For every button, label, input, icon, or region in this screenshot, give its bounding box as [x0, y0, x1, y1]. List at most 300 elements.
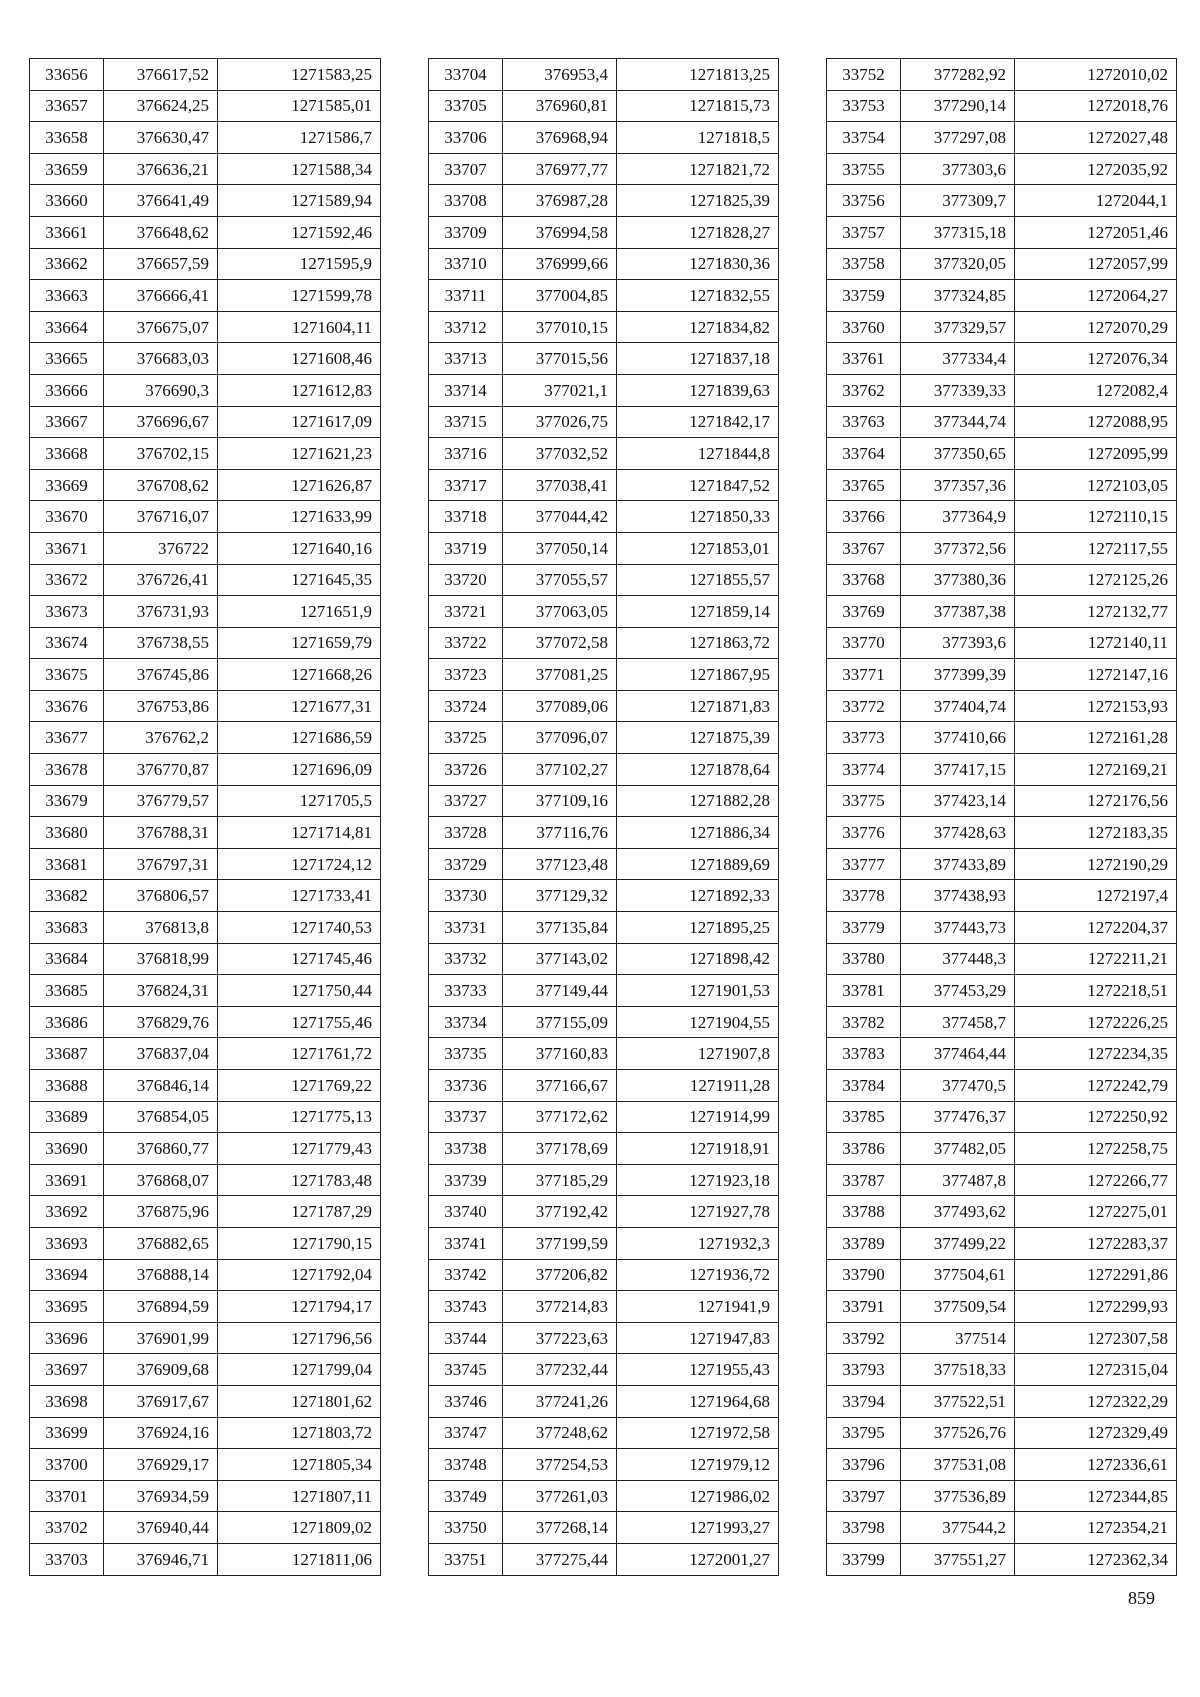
y-coordinate-cell: 1272234,35	[1015, 1038, 1177, 1070]
y-coordinate-cell: 1272064,27	[1015, 280, 1177, 312]
point-number-cell: 33700	[30, 1449, 104, 1481]
point-number-cell: 33766	[827, 501, 901, 533]
table-row	[827, 690, 1177, 722]
y-coordinate-cell: 1271830,36	[617, 248, 779, 280]
x-coordinate-cell: 376666,41	[104, 280, 218, 312]
x-coordinate-cell: 376731,93	[104, 596, 218, 628]
table-row	[429, 1543, 779, 1575]
table-row	[30, 59, 381, 91]
x-coordinate-cell: 376901,99	[104, 1322, 218, 1354]
point-number-cell: 33678	[30, 754, 104, 786]
point-number-cell: 33669	[30, 469, 104, 501]
y-coordinate-cell: 1271583,25	[218, 59, 381, 91]
point-number-cell: 33790	[827, 1259, 901, 1291]
x-coordinate-cell: 377199,59	[503, 1227, 617, 1259]
point-number-cell: 33660	[30, 185, 104, 217]
x-coordinate-cell: 377438,93	[901, 880, 1015, 912]
point-number-cell: 33704	[429, 59, 503, 91]
point-number-cell: 33760	[827, 311, 901, 343]
table-row	[827, 880, 1177, 912]
y-coordinate-cell: 1272190,29	[1015, 848, 1177, 880]
table-row	[429, 690, 779, 722]
y-coordinate-cell: 1272132,77	[1015, 596, 1177, 628]
point-number-cell: 33705	[429, 90, 503, 122]
point-number-cell: 33764	[827, 438, 901, 470]
table-row	[429, 1070, 779, 1102]
y-coordinate-cell: 1272336,61	[1015, 1449, 1177, 1481]
table-row	[30, 1038, 381, 1070]
x-coordinate-cell: 376968,94	[503, 122, 617, 154]
y-coordinate-cell: 1272153,93	[1015, 690, 1177, 722]
x-coordinate-cell: 376648,62	[104, 216, 218, 248]
y-coordinate-cell: 1271889,69	[617, 848, 779, 880]
y-coordinate-cell: 1272088,95	[1015, 406, 1177, 438]
y-coordinate-cell: 1271863,72	[617, 627, 779, 659]
point-number-cell: 33747	[429, 1417, 503, 1449]
table-row	[429, 848, 779, 880]
x-coordinate-cell: 376788,31	[104, 817, 218, 849]
point-number-cell: 33697	[30, 1354, 104, 1386]
x-coordinate-cell: 376837,04	[104, 1038, 218, 1070]
table-row	[827, 59, 1177, 91]
table-row	[30, 817, 381, 849]
table-row	[30, 785, 381, 817]
point-number-cell: 33720	[429, 564, 503, 596]
table-row	[827, 754, 1177, 786]
point-number-cell: 33780	[827, 943, 901, 975]
table-row	[30, 690, 381, 722]
x-coordinate-cell: 377417,15	[901, 754, 1015, 786]
y-coordinate-cell: 1271941,9	[617, 1291, 779, 1323]
point-number-cell: 33670	[30, 501, 104, 533]
x-coordinate-cell: 377404,74	[901, 690, 1015, 722]
y-coordinate-cell: 1271927,78	[617, 1196, 779, 1228]
point-number-cell: 33739	[429, 1164, 503, 1196]
table-row	[429, 248, 779, 280]
x-coordinate-cell: 377282,92	[901, 59, 1015, 91]
x-coordinate-cell: 377268,14	[503, 1512, 617, 1544]
y-coordinate-cell: 1271599,78	[218, 280, 381, 312]
point-number-cell: 33721	[429, 596, 503, 628]
table-row	[429, 1038, 779, 1070]
x-coordinate-cell: 376779,57	[104, 785, 218, 817]
x-coordinate-cell: 377509,54	[901, 1291, 1015, 1323]
table-row	[429, 817, 779, 849]
point-number-cell: 33753	[827, 90, 901, 122]
x-coordinate-cell: 377487,8	[901, 1164, 1015, 1196]
y-coordinate-cell: 1272070,29	[1015, 311, 1177, 343]
y-coordinate-cell: 1272204,37	[1015, 912, 1177, 944]
point-number-cell: 33732	[429, 943, 503, 975]
y-coordinate-cell: 1272082,4	[1015, 374, 1177, 406]
x-coordinate-cell: 377021,1	[503, 374, 617, 406]
point-number-cell: 33770	[827, 627, 901, 659]
x-coordinate-cell: 377160,83	[503, 1038, 617, 1070]
point-number-cell: 33702	[30, 1512, 104, 1544]
x-coordinate-cell: 377004,85	[503, 280, 617, 312]
y-coordinate-cell: 1272354,21	[1015, 1512, 1177, 1544]
point-number-cell: 33749	[429, 1480, 503, 1512]
x-coordinate-cell: 377149,44	[503, 975, 617, 1007]
x-coordinate-cell: 377339,33	[901, 374, 1015, 406]
x-coordinate-cell: 376683,03	[104, 343, 218, 375]
x-coordinate-cell: 376987,28	[503, 185, 617, 217]
x-coordinate-cell: 377254,53	[503, 1449, 617, 1481]
point-number-cell: 33681	[30, 848, 104, 880]
point-number-cell: 33765	[827, 469, 901, 501]
y-coordinate-cell: 1271972,58	[617, 1417, 779, 1449]
table-row	[827, 1038, 1177, 1070]
table-row	[30, 1133, 381, 1165]
table-row	[827, 216, 1177, 248]
table-row	[429, 59, 779, 91]
table-row	[30, 912, 381, 944]
x-coordinate-cell: 376770,87	[104, 754, 218, 786]
x-coordinate-cell: 377297,08	[901, 122, 1015, 154]
point-number-cell: 33791	[827, 1291, 901, 1323]
x-coordinate-cell: 376753,86	[104, 690, 218, 722]
y-coordinate-cell: 1271847,52	[617, 469, 779, 501]
point-number-cell: 33758	[827, 248, 901, 280]
y-coordinate-cell: 1271821,72	[617, 153, 779, 185]
point-number-cell: 33723	[429, 659, 503, 691]
y-coordinate-cell: 1271882,28	[617, 785, 779, 817]
x-coordinate-cell: 377448,3	[901, 943, 1015, 975]
point-number-cell: 33768	[827, 564, 901, 596]
point-number-cell: 33795	[827, 1417, 901, 1449]
table-row	[827, 280, 1177, 312]
point-number-cell: 33675	[30, 659, 104, 691]
point-number-cell: 33672	[30, 564, 104, 596]
x-coordinate-cell: 377044,42	[503, 501, 617, 533]
y-coordinate-cell: 1271850,33	[617, 501, 779, 533]
table-row	[827, 659, 1177, 691]
y-coordinate-cell: 1272076,34	[1015, 343, 1177, 375]
table-row	[827, 1543, 1177, 1575]
table-row	[429, 1291, 779, 1323]
y-coordinate-cell: 1271842,17	[617, 406, 779, 438]
table-row	[30, 122, 381, 154]
y-coordinate-cell: 1271589,94	[218, 185, 381, 217]
x-coordinate-cell: 377399,39	[901, 659, 1015, 691]
x-coordinate-cell: 377096,07	[503, 722, 617, 754]
x-coordinate-cell: 377116,76	[503, 817, 617, 849]
x-coordinate-cell: 377423,14	[901, 785, 1015, 817]
point-number-cell: 33794	[827, 1385, 901, 1417]
point-number-cell: 33727	[429, 785, 503, 817]
table-row	[429, 1354, 779, 1386]
y-coordinate-cell: 1272117,55	[1015, 532, 1177, 564]
y-coordinate-cell: 1271651,9	[218, 596, 381, 628]
point-number-cell: 33715	[429, 406, 503, 438]
point-number-cell: 33774	[827, 754, 901, 786]
y-coordinate-cell: 1271867,95	[617, 659, 779, 691]
table-row	[827, 627, 1177, 659]
table-row	[30, 406, 381, 438]
x-coordinate-cell: 377129,32	[503, 880, 617, 912]
point-number-cell: 33708	[429, 185, 503, 217]
point-number-cell: 33680	[30, 817, 104, 849]
x-coordinate-cell: 377135,84	[503, 912, 617, 944]
point-number-cell: 33666	[30, 374, 104, 406]
y-coordinate-cell: 1271914,99	[617, 1101, 779, 1133]
x-coordinate-cell: 376860,77	[104, 1133, 218, 1165]
x-coordinate-cell: 377329,57	[901, 311, 1015, 343]
x-coordinate-cell: 376617,52	[104, 59, 218, 91]
table-row	[30, 248, 381, 280]
x-coordinate-cell: 377493,62	[901, 1196, 1015, 1228]
y-coordinate-cell: 1271792,04	[218, 1259, 381, 1291]
y-coordinate-cell: 1271733,41	[218, 880, 381, 912]
x-coordinate-cell: 377428,63	[901, 817, 1015, 849]
y-coordinate-cell: 1271839,63	[617, 374, 779, 406]
table-row	[30, 880, 381, 912]
x-coordinate-cell: 377026,75	[503, 406, 617, 438]
x-coordinate-cell: 377172,62	[503, 1101, 617, 1133]
y-coordinate-cell: 1271844,8	[617, 438, 779, 470]
point-number-cell: 33734	[429, 1006, 503, 1038]
y-coordinate-cell: 1272140,11	[1015, 627, 1177, 659]
x-coordinate-cell: 377309,7	[901, 185, 1015, 217]
y-coordinate-cell: 1272344,85	[1015, 1480, 1177, 1512]
table-row	[827, 185, 1177, 217]
point-number-cell: 33750	[429, 1512, 503, 1544]
y-coordinate-cell: 1271901,53	[617, 975, 779, 1007]
table-row	[827, 438, 1177, 470]
table-row	[30, 469, 381, 501]
table-row	[30, 848, 381, 880]
coordinate-table-1	[29, 58, 381, 1576]
point-number-cell: 33755	[827, 153, 901, 185]
y-coordinate-cell: 1272258,75	[1015, 1133, 1177, 1165]
x-coordinate-cell: 377514	[901, 1322, 1015, 1354]
point-number-cell: 33658	[30, 122, 104, 154]
point-number-cell: 33729	[429, 848, 503, 880]
table-row	[827, 1385, 1177, 1417]
x-coordinate-cell: 377214,83	[503, 1291, 617, 1323]
x-coordinate-cell: 377324,85	[901, 280, 1015, 312]
point-number-cell: 33665	[30, 343, 104, 375]
table-row	[429, 1322, 779, 1354]
y-coordinate-cell: 1272169,21	[1015, 754, 1177, 786]
table-row	[827, 248, 1177, 280]
table-row	[30, 1101, 381, 1133]
table-row	[429, 153, 779, 185]
y-coordinate-cell: 1271775,13	[218, 1101, 381, 1133]
x-coordinate-cell: 377536,89	[901, 1480, 1015, 1512]
y-coordinate-cell: 1272329,49	[1015, 1417, 1177, 1449]
point-number-cell: 33694	[30, 1259, 104, 1291]
point-number-cell: 33761	[827, 343, 901, 375]
point-number-cell: 33722	[429, 627, 503, 659]
table-row	[429, 406, 779, 438]
x-coordinate-cell: 377453,29	[901, 975, 1015, 1007]
table-row	[429, 1449, 779, 1481]
coordinate-table-3	[826, 58, 1177, 1576]
x-coordinate-cell: 377470,5	[901, 1070, 1015, 1102]
point-number-cell: 33771	[827, 659, 901, 691]
point-number-cell: 33728	[429, 817, 503, 849]
x-coordinate-cell: 377551,27	[901, 1543, 1015, 1575]
x-coordinate-cell: 376829,76	[104, 1006, 218, 1038]
x-coordinate-cell: 377055,57	[503, 564, 617, 596]
table-row	[429, 659, 779, 691]
point-number-cell: 33796	[827, 1449, 901, 1481]
x-coordinate-cell: 376888,14	[104, 1259, 218, 1291]
point-number-cell: 33752	[827, 59, 901, 91]
y-coordinate-cell: 1272362,34	[1015, 1543, 1177, 1575]
point-number-cell: 33759	[827, 280, 901, 312]
table-row	[429, 1417, 779, 1449]
point-number-cell: 33667	[30, 406, 104, 438]
table-row	[827, 122, 1177, 154]
point-number-cell: 33685	[30, 975, 104, 1007]
point-number-cell: 33798	[827, 1512, 901, 1544]
x-coordinate-cell: 377410,66	[901, 722, 1015, 754]
x-coordinate-cell: 377015,56	[503, 343, 617, 375]
x-coordinate-cell: 377350,65	[901, 438, 1015, 470]
point-number-cell: 33693	[30, 1227, 104, 1259]
x-coordinate-cell: 376946,71	[104, 1543, 218, 1575]
y-coordinate-cell: 1272035,92	[1015, 153, 1177, 185]
point-number-cell: 33735	[429, 1038, 503, 1070]
x-coordinate-cell: 377303,6	[901, 153, 1015, 185]
y-coordinate-cell: 1272010,02	[1015, 59, 1177, 91]
point-number-cell: 33733	[429, 975, 503, 1007]
point-number-cell: 33772	[827, 690, 901, 722]
point-number-cell: 33736	[429, 1070, 503, 1102]
x-coordinate-cell: 377081,25	[503, 659, 617, 691]
point-number-cell: 33726	[429, 754, 503, 786]
x-coordinate-cell: 377433,89	[901, 848, 1015, 880]
y-coordinate-cell: 1271875,39	[617, 722, 779, 754]
point-number-cell: 33754	[827, 122, 901, 154]
point-number-cell: 33797	[827, 1480, 901, 1512]
y-coordinate-cell: 1272275,01	[1015, 1196, 1177, 1228]
x-coordinate-cell: 377387,38	[901, 596, 1015, 628]
table-row	[827, 975, 1177, 1007]
point-number-cell: 33767	[827, 532, 901, 564]
table-row	[429, 1259, 779, 1291]
y-coordinate-cell: 1272242,79	[1015, 1070, 1177, 1102]
point-number-cell: 33744	[429, 1322, 503, 1354]
y-coordinate-cell: 1272176,56	[1015, 785, 1177, 817]
y-coordinate-cell: 1272095,99	[1015, 438, 1177, 470]
point-number-cell: 33719	[429, 532, 503, 564]
table-row	[429, 501, 779, 533]
y-coordinate-cell: 1271779,43	[218, 1133, 381, 1165]
y-coordinate-cell: 1272147,16	[1015, 659, 1177, 691]
y-coordinate-cell: 1271659,79	[218, 627, 381, 659]
x-coordinate-cell: 376797,31	[104, 848, 218, 880]
y-coordinate-cell: 1271724,12	[218, 848, 381, 880]
x-coordinate-cell: 377344,74	[901, 406, 1015, 438]
y-coordinate-cell: 1271834,82	[617, 311, 779, 343]
x-coordinate-cell: 377185,29	[503, 1164, 617, 1196]
y-coordinate-cell: 1271955,43	[617, 1354, 779, 1386]
x-coordinate-cell: 376716,07	[104, 501, 218, 533]
point-number-cell: 33661	[30, 216, 104, 248]
table-row	[30, 311, 381, 343]
point-number-cell: 33769	[827, 596, 901, 628]
x-coordinate-cell: 376745,86	[104, 659, 218, 691]
x-coordinate-cell: 376690,3	[104, 374, 218, 406]
y-coordinate-cell: 1271809,02	[218, 1512, 381, 1544]
table-row	[429, 596, 779, 628]
table-row	[30, 1449, 381, 1481]
table-row	[827, 1449, 1177, 1481]
x-coordinate-cell: 377050,14	[503, 532, 617, 564]
y-coordinate-cell: 1271986,02	[617, 1480, 779, 1512]
point-number-cell: 33714	[429, 374, 503, 406]
table-row	[30, 1227, 381, 1259]
point-number-cell: 33679	[30, 785, 104, 817]
point-number-cell: 33673	[30, 596, 104, 628]
y-coordinate-cell: 1272018,76	[1015, 90, 1177, 122]
point-number-cell: 33788	[827, 1196, 901, 1228]
point-number-cell: 33659	[30, 153, 104, 185]
table-row	[827, 848, 1177, 880]
table-row	[827, 311, 1177, 343]
point-number-cell: 33773	[827, 722, 901, 754]
table-row	[30, 1385, 381, 1417]
point-number-cell: 33706	[429, 122, 503, 154]
y-coordinate-cell: 1271686,59	[218, 722, 381, 754]
y-coordinate-cell: 1271815,73	[617, 90, 779, 122]
point-number-cell: 33793	[827, 1354, 901, 1386]
y-coordinate-cell: 1272307,58	[1015, 1322, 1177, 1354]
y-coordinate-cell: 1271871,83	[617, 690, 779, 722]
x-coordinate-cell: 376929,17	[104, 1449, 218, 1481]
y-coordinate-cell: 1271783,48	[218, 1164, 381, 1196]
table-row	[827, 343, 1177, 375]
y-coordinate-cell: 1271617,09	[218, 406, 381, 438]
table-row	[30, 1354, 381, 1386]
x-coordinate-cell: 376854,05	[104, 1101, 218, 1133]
point-number-cell: 33786	[827, 1133, 901, 1165]
y-coordinate-cell: 1271818,5	[617, 122, 779, 154]
table-row	[827, 1322, 1177, 1354]
y-coordinate-cell: 1271626,87	[218, 469, 381, 501]
x-coordinate-cell: 377372,56	[901, 532, 1015, 564]
x-coordinate-cell: 377241,26	[503, 1385, 617, 1417]
x-coordinate-cell: 377380,36	[901, 564, 1015, 596]
x-coordinate-cell: 377315,18	[901, 216, 1015, 248]
y-coordinate-cell: 1271585,01	[218, 90, 381, 122]
point-number-cell: 33716	[429, 438, 503, 470]
y-coordinate-cell: 1271895,25	[617, 912, 779, 944]
point-number-cell: 33686	[30, 1006, 104, 1038]
x-coordinate-cell: 376708,62	[104, 469, 218, 501]
point-number-cell: 33757	[827, 216, 901, 248]
point-number-cell: 33662	[30, 248, 104, 280]
y-coordinate-cell: 1271911,28	[617, 1070, 779, 1102]
point-number-cell: 33701	[30, 1480, 104, 1512]
table-row	[429, 1196, 779, 1228]
x-coordinate-cell: 376818,99	[104, 943, 218, 975]
y-coordinate-cell: 1271936,72	[617, 1259, 779, 1291]
x-coordinate-cell: 376953,4	[503, 59, 617, 91]
point-number-cell: 33657	[30, 90, 104, 122]
x-coordinate-cell: 376824,31	[104, 975, 218, 1007]
y-coordinate-cell: 1271947,83	[617, 1322, 779, 1354]
point-number-cell: 33741	[429, 1227, 503, 1259]
point-number-cell: 33688	[30, 1070, 104, 1102]
x-coordinate-cell: 376806,57	[104, 880, 218, 912]
point-number-cell: 33776	[827, 817, 901, 849]
point-number-cell: 33724	[429, 690, 503, 722]
y-coordinate-cell: 1271799,04	[218, 1354, 381, 1386]
